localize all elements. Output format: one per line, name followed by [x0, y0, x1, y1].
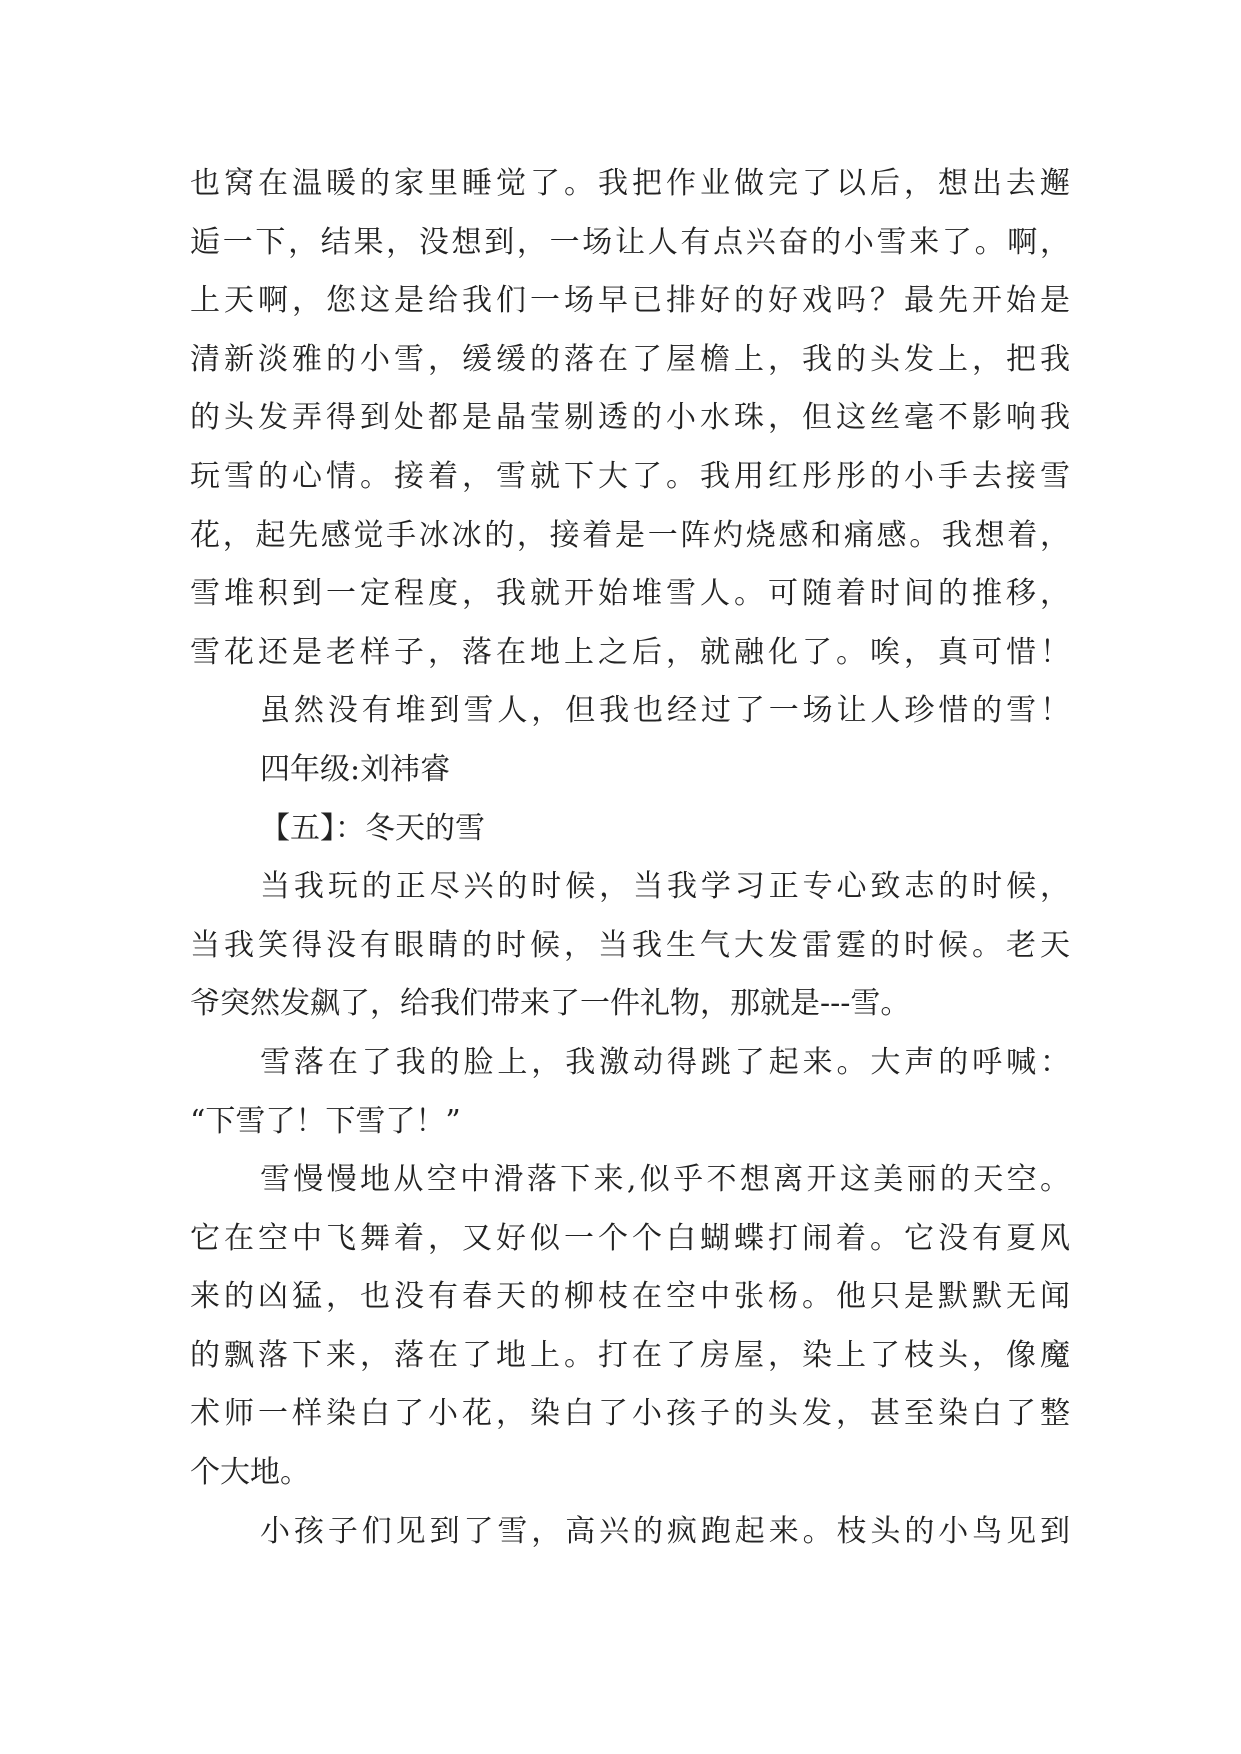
- text-line: 玩雪的心情。接着，雪就下大了。我用红彤彤的小手去接雪: [190, 458, 1070, 494]
- text-line: 的头发弄得到处都是晶莹剔透的小水珠，但这丝毫不影响我: [190, 400, 1070, 436]
- text-line: 当我笑得没有眼睛的时候，当我生气大发雷霆的时候。老天: [190, 927, 1070, 963]
- text-line: 清新淡雅的小雪，缓缓的落在了屋檐上，我的头发上，把我: [190, 341, 1070, 377]
- text-line: 花，起先感觉手冰冰的，接着是一阵灼烧感和痛感。我想着，: [190, 517, 1070, 553]
- text-line: 个大地。: [190, 1455, 310, 1491]
- document-page: [190, 155, 1070, 1561]
- text-line: 的飘落下来，落在了地上。打在了房屋，染上了枝头，像魔: [190, 1337, 1070, 1373]
- text-line: 雪堆积到一定程度，我就开始堆雪人。可随着时间的推移，: [190, 576, 1070, 612]
- text-line: 逅一下，结果，没想到，一场让人有点兴奋的小雪来了。啊，: [190, 224, 1070, 260]
- text-line: 上天啊，您这是给我们一场早已排好的好戏吗？最先开始是: [190, 283, 1070, 319]
- paragraph-start-line: 雪慢慢地从空中滑落下来,似乎不想离开这美丽的天空。: [260, 1162, 1070, 1198]
- author-line: 四年级:刘祎睿: [260, 751, 451, 787]
- text-line: 来的凶猛，也没有春天的柳枝在空中张杨。他只是默默无闻: [190, 1279, 1070, 1315]
- text-line: 也窝在温暖的家里睡觉了。我把作业做完了以后，想出去邂: [190, 166, 1070, 201]
- section-heading: 【五】：冬天的雪: [260, 810, 485, 846]
- quote-line: “下雪了！下雪了！”: [190, 1103, 461, 1139]
- text-line: 爷突然发飙了，给我们带来了一件礼物，那就是---雪。: [190, 986, 911, 1022]
- text-line: 术师一样染白了小花，染白了小孩子的头发，甚至染白了整: [190, 1396, 1070, 1432]
- text-line: 它在空中飞舞着，又好似一个个白蝴蝶打闹着。它没有夏风: [190, 1220, 1070, 1256]
- paragraph-start-line: 小孩子们见到了雪，高兴的疯跑起来。枝头的小鸟见到: [260, 1513, 1070, 1549]
- paragraph-start-line: 雪落在了我的脸上，我激动得跳了起来。大声的呼喊：: [260, 1044, 1070, 1080]
- text-line: 雪花还是老样子，落在地上之后，就融化了。唉，真可惜！: [190, 634, 1070, 670]
- paragraph-start-line: 当我玩的正尽兴的时候，当我学习正专心致志的时候，: [260, 869, 1070, 905]
- paragraph-start-line: 虽然没有堆到雪人，但我也经过了一场让人珍惜的雪！: [260, 693, 1070, 729]
